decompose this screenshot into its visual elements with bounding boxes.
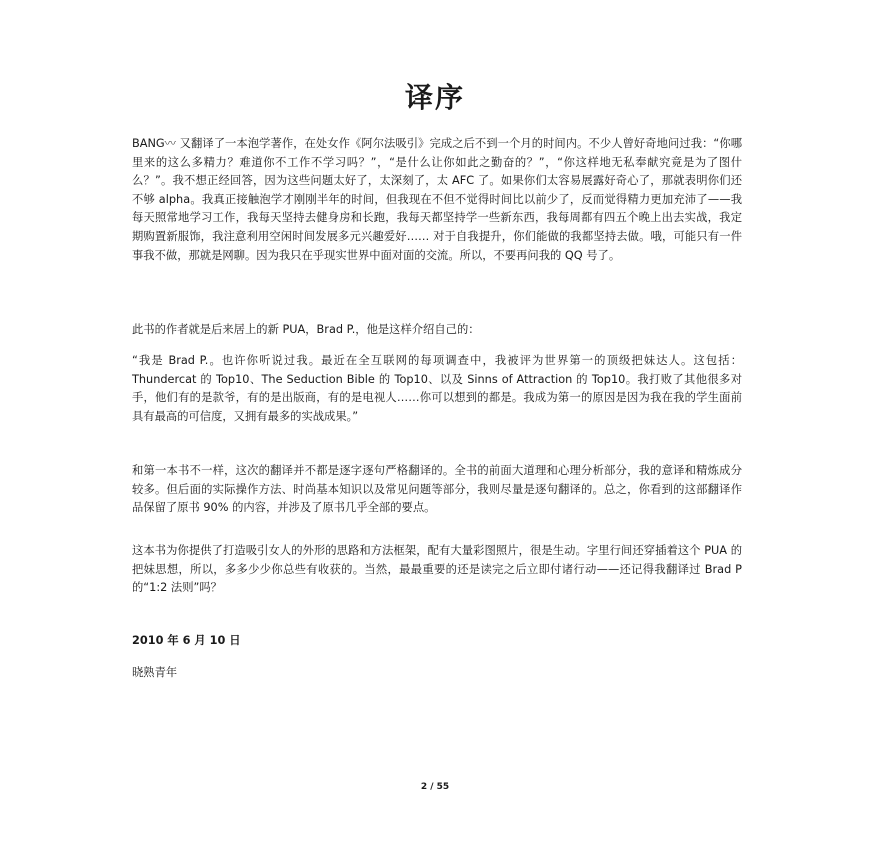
paragraph-intro: BANG〰 又翻译了一本泡学著作，在处女作《阿尔法吸引》完成之后不到一个月的时间内。不少人曾好奇地问过我：“你哪里来的这么多精力？难道你不工作不学习吗？”，“是什么让你如此之勤奋的？”，“你这样地无私奉献究竟是为了图什么？”。我不想正经回答，因为这些问题太好了，太深刻了，太 AFC 了。如果你们太容易展露好奇心了，那就表明你们还不够 alpha。我真正接触泡学才刚刚半年的时间，但我现在不但不觉得时间比以前少了，反而觉得精力更加充沛了——我每天照常地学习工作，我每天坚持去健身房和长跑，我每天都坚持学一些新东西，我每周都有四五个晚上出去实战，我定期购置新服饰，我注意利用空闲时间发展多元兴趣爱好…… 对于自我提升，你们能做的我都坚持去做。哦，可能只有一件事我不做，那就是网聊。因为我只在乎现实世界中面对面的交流。所以，不要再问我的 QQ 号了。 bbox=[132, 137, 742, 262]
paragraph-book-summary: 这本书为你提供了打造吸引女人的外形的思路和方法框架，配有大量彩图照片，很是生动。字里行间还穿插着这个 PUA 的把妹思想，所以，多多少少你总些有收获的。当然，最最重要的还是读完之后立即付诸行动——还记得我翻译过 Brad P 的“1:2 法则”吗？ bbox=[132, 544, 742, 595]
signature-name: 晓熟青年 bbox=[132, 666, 178, 679]
paragraph-author-intro: 此书的作者就是后来居上的新 PUA，Brad P.，他是这样介绍自己的： bbox=[132, 323, 480, 336]
page-title: 译序 bbox=[404, 81, 465, 114]
signature-date: 2010 年 6 月 10 日 bbox=[132, 634, 241, 647]
paragraph-translation-note: 和第一本书不一样，这次的翻译并不都是逐字逐句严格翻译的。全书的前面大道理和心理分析部分，我的意译和精炼成分较多。但后面的实际操作方法、时尚基本知识以及常见问题等部分，我则尽量是逐句翻译的。总之，你看到的这部翻译作品保留了原书 90% 的内容，并涉及了原书几乎全部的要点。 bbox=[132, 464, 742, 515]
page-number: 2 / 55 bbox=[420, 782, 450, 792]
paragraph-author-quote: “我是 Brad P.。也许你听说过我。最近在全互联网的每项调查中，我被评为世界第一的顶级把妹达人。这包括：Thundercat 的 Top10、The Seduction Bible 的 Top10、以及 Sinns of Attraction 的 Top10。我打败了其他很多对手，他们有的是款爷，有的是出版商，有的是电视人……你可以想到的都是。我成为第一的原因是因为我在我的学生面前具有最高的可信度，又拥有最多的实战成果。” bbox=[132, 354, 742, 423]
